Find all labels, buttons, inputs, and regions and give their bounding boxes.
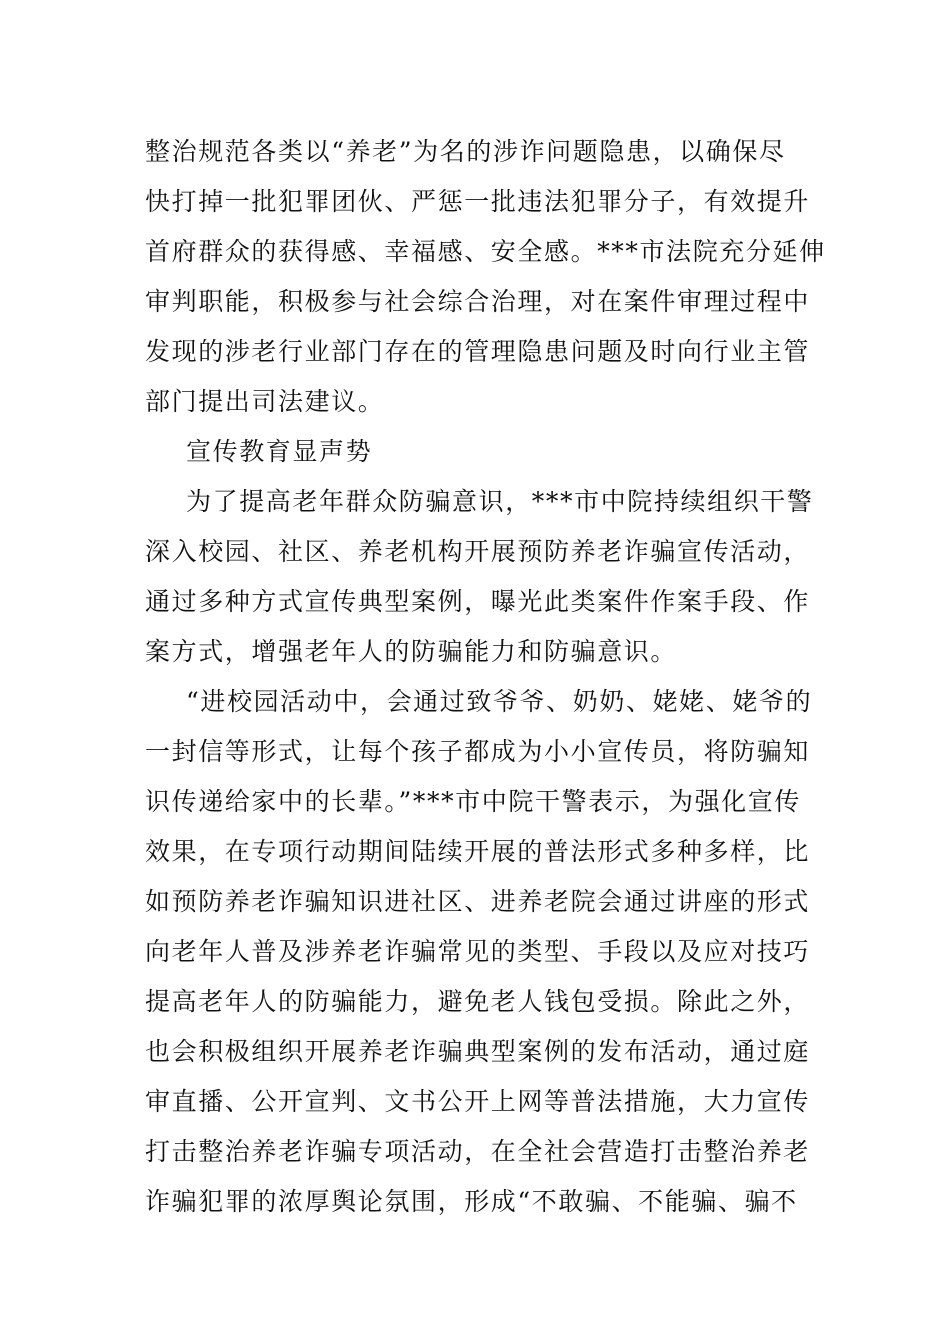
text-line: 审直播、公开宣判、文书公开上网等普法措施，大力宣传: [145, 1087, 811, 1116]
text-line: 案方式，增强老年人的防骗能力和防骗意识。: [145, 637, 678, 666]
text-line: 通过多种方式宣传典型案例，曝光此类案件作案手段、作: [145, 587, 811, 616]
text-line: 提高老年人的防骗能力，避免老人钱包受损。除此之外，: [145, 987, 811, 1016]
text-line: 打击整治养老诈骗专项活动，在全社会营造打击整治养老: [145, 1137, 811, 1166]
text-line: 部门提出司法建议。: [145, 387, 385, 416]
text-line: 如预防养老诈骗知识进社区、进养老院会通过讲座的形式: [145, 887, 811, 916]
paragraph-first-line: “进校园活动中，会通过致爷爷、奶奶、姥姥、姥爷的: [186, 687, 813, 716]
text-line: 识传递给家中的长辈。”***市中院干警表示，为强化宣传: [145, 787, 801, 816]
section-heading: 宣传教育显声势: [186, 437, 373, 466]
text-line: 一封信等形式，让每个孩子都成为小小宣传员，将防骗知: [145, 737, 811, 766]
text-line: 快打掉一批犯罪团伙、严惩一批违法犯罪分子，有效提升: [145, 187, 811, 216]
text-line: 审判职能，积极参与社会综合治理，对在案件审理过程中: [145, 287, 811, 316]
text-line: 整治规范各类以“养老”为名的涉诈问题隐患，以确保尽: [145, 137, 786, 166]
text-line: 发现的涉老行业部门存在的管理隐患问题及时向行业主管: [145, 337, 811, 366]
text-line: 深入校园、社区、养老机构开展预防养老诈骗宣传活动，: [145, 537, 811, 566]
text-line: 向老年人普及涉养老诈骗常见的类型、手段以及应对技巧: [145, 937, 811, 966]
text-line: 诈骗犯罪的浓厚舆论氛围，形成“不敢骗、不能骗、骗不: [145, 1187, 798, 1216]
text-line: 效果，在专项行动期间陆续开展的普法形式多种多样，比: [145, 837, 811, 866]
text-line: 也会积极组织开展养老诈骗典型案例的发布活动，通过庭: [145, 1037, 811, 1066]
text-line: 首府群众的获得感、幸福感、安全感。***市法院充分延伸: [145, 237, 826, 266]
paragraph-first-line: 为了提高老年群众防骗意识，***市中院持续组织干警: [186, 487, 814, 516]
